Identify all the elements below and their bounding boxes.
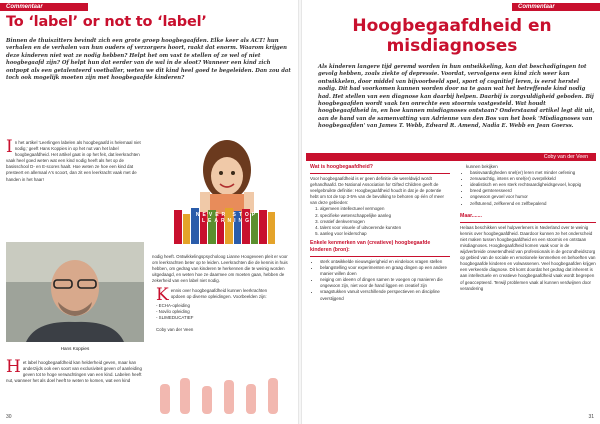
list-item: • sterk ontwikkelde nieuwsgierigheid en eindeloos vragen stellen: [320, 259, 450, 265]
divider: [460, 222, 596, 223]
list-item: kunnen bekijken: [466, 164, 498, 169]
photo-caption: Hans Koppies: [60, 346, 90, 351]
list-item: • belangstelling voor experimenten en graag dingen op een andere manier willen doen: [320, 265, 450, 277]
section-heading: Enkele kenmerken van (creatieve) hoogbegaafde kinderen (bron):: [310, 239, 431, 253]
list-item: • breed geïnteresseerd: [470, 188, 596, 194]
divider: [310, 256, 450, 257]
author-name: Coby van der Veen: [156, 327, 194, 333]
paragraph: Helaas beschikken veel hulpverleners in Nederland over te weinig kennis over hoogbegaafdheid. Daardoor kunnen ze het onderscheid niet maken tussen hoogbegaafdheid en een stoornis en ontstaan misdiagnoses. Hoogbegaafdheid komen vaak voor in de wijdverbreide onwetendheid van professionals in de gezondheidszorg op gebied van de sociale en emotionele kenmerken en behoeften van hoogbegaafde kinderen en volwassenen. Veel hoogbegaafden krijgen een verkeerde diagnose. Dit komt doordat het gedrag dat inherent is aan intellectuele en creatieve hoogbegaafdheid vaak wordt begrepen of geaccepteerd. Terwijl problemen vaak al kunnen verdwijnen door verandering: [460, 224, 596, 291]
section-tag: Commentaar: [0, 3, 88, 11]
drop-cap: K: [156, 285, 169, 305]
article-column: [6, 357, 144, 384]
list-item: 1. algemeen intellectueel vermogen: [320, 206, 450, 212]
intro-paragraph: Als kinderen langere tijd geremd worden in hun ontwikkeling, kan dat beschadigingen tot gevolg hebben, zoals ziekte of depressie. Voordat, vervolgens een kind zich weer kan ontwikkelen, door middel van bijvoorbeeld spel, sport of cognitief leren, is eerst herstel nodig. Dit had voorkomen kunnen worden door na te gaan wat het betreffende kind nodig had. Het stellen van een diagnose kan daarbij helpen. Daarbij is zorgvuldigheid geboden. Bij hoogbegaafden wordt vaak ten onrechte een stoornis vastgesteld. Wat houdt hoogbegaafdheid in, en hoe kunnen misdiagnoses ontstaan? Onderstaand artikel legt dit uit, aan de hand van de samenvatting van Adrienne van den Bos van het boek 'Misdiagnoses van hoogbegaafden' van James T. Webb, Edward R. Amend, Nadia E. Webb en Jean Goerss.: [318, 64, 595, 130]
divider: [310, 173, 450, 174]
training-list: [156, 303, 282, 321]
column-text: n het artikel 'Leerlingen labelen als hoogbegaafd is helemaal niet nodig,' geeft Hans Koppies in op het nut van het label hoogbegaafdheid. Het artikel gaat in op het feit, dat leerkrachten vaak heel goed weten wat een kind nodig heeft als het op de basisschool D- en E-scores haalt. Hoe weten ze hoe een kind dat presteert en allemaal A's scoort, dan zit een leerkracht vaak met de handen in het haar!: [6, 140, 141, 182]
page-number: 30: [6, 414, 12, 420]
list-item: • basisvaardigheden snel(er) leren met minder oefening: [470, 170, 596, 176]
column-text: nodig heeft. Ontwikkelingspsycholoog Lianne Hoogeveen pleit er voor om leerkrachten beter op te leiden. Leerkrachten die de kennis in huis hebben, om gedrag van kinderen te herkennen die te weinig worden uitgedaagd, en weten hoe ze daarmee om moeten gaan, hebben de zekerheid van een label niet nodig.: [152, 254, 288, 284]
list-item: • vraagstukken vanuit verschillende perspectieven en discipline overstijgend: [320, 289, 450, 301]
article-column: [6, 137, 144, 183]
list-item: • zenuwachtig, intens en snel(er) overprikkeld: [470, 176, 596, 182]
section-heading: Wat is hoogbegaafdheid?: [310, 164, 373, 170]
list-item: • zelfsturend, zelfkerend en zelfbepalend: [470, 201, 596, 207]
list-item: - ECHA-opleiding: [156, 303, 190, 309]
drop-cap: H: [6, 357, 21, 377]
raised-hands-illustration: [150, 374, 296, 414]
list-item: - SLIMEDUCATIEF: [156, 315, 194, 321]
portrait-photo: [6, 242, 144, 342]
bullet-list: [310, 259, 450, 302]
paragraph: Voor hoogbegaafdheid is er geen definitie die wereldwijd wordt gehandhaafd. De National Association for Gifted Children geeft de veelgebruikte definitie: Hoogbegaafdheid houdt in dat je de potentie hebt om tot de top 3-5% van de bevolking te behoren op één of meer van deze gebieden:: [310, 176, 445, 206]
drop-cap: I: [6, 137, 13, 157]
article-column: [152, 254, 292, 284]
book-spine-text: NEVER STOP LEARNING: [195, 212, 259, 224]
list-item: 2. specifieke wetenschappelijke aanleg: [320, 213, 450, 219]
bullet-list: [460, 170, 596, 207]
author-bar: Coby van der Veen: [306, 153, 596, 161]
girl-with-books-photo: [172, 132, 282, 252]
section-tag: Commentaar: [512, 3, 600, 11]
column-text: et label hoogbegaafdheid kan helderheid geven, maar kan anderzijds ook een soort van exclusiviteit geven of aanleiding geven tot te hoge verwachtingen van een kind. Labelen heeft nut, wanneer het als doel heeft te weten te komen, wat een kind: [6, 360, 142, 384]
left-page: [0, 0, 298, 424]
right-page: [302, 0, 600, 424]
list-item: 5. aanleg voor leiderschap: [320, 231, 450, 237]
page-number: 31: [588, 414, 594, 420]
list-item: • ongewoon gevoel voor humor: [470, 194, 596, 200]
section-heading: Maar.......: [460, 212, 482, 219]
list-item: - Novilo opleiding: [156, 309, 190, 315]
page-title: To ‘label’ or not to ‘label’: [6, 14, 207, 30]
article-column: [460, 164, 596, 292]
intro-paragraph: Binnen de thuiszitters bevindt zich een grote groep hoogbegaafden. Elke keer als ACT! hun verhalen en de verhalen van hun ouders of verzorgers hoort, raakt dat enorm. Waarom krijgen deze kinderen niet wat ze nodig hebben? Helpt het om vast te stellen of ze wel of niet hoogbegaafd zijn? Of helpt hun dat eerder van de wal in de sloot? Wanneer een kind zich ontpopt als een getalenteerd voetballer, weten we dit kind heel goed te begeleiden. Dan zou dat toch ook mogelijk moeten zijn met hoogbegaafde kinderen?: [6, 38, 291, 82]
page-title: Hoogbegaafdheid en misdiagnoses: [352, 16, 552, 56]
column-text: ennis over hoogbegaafdheid kunnen leerkrachten opdoen op diverse opleidingen. Voorbeelden zijn:: [170, 288, 268, 300]
article-column: [156, 285, 282, 334]
list-item: 4. talent voor visuele of uitvoerende kunsten: [320, 225, 450, 231]
article-column: [310, 164, 450, 302]
list-item: • neiging om ideeën of dingen samen te voegen op manieren die ongewoon zijn, niet voor de hand liggen en creatief zijn: [320, 277, 450, 289]
list-item: 3. creatief denkvermogen: [320, 219, 450, 225]
numbered-list: [310, 206, 450, 236]
list-item: • idealistisch en een sterk rechtvaardigheidsgevoel, koppig: [470, 182, 596, 188]
